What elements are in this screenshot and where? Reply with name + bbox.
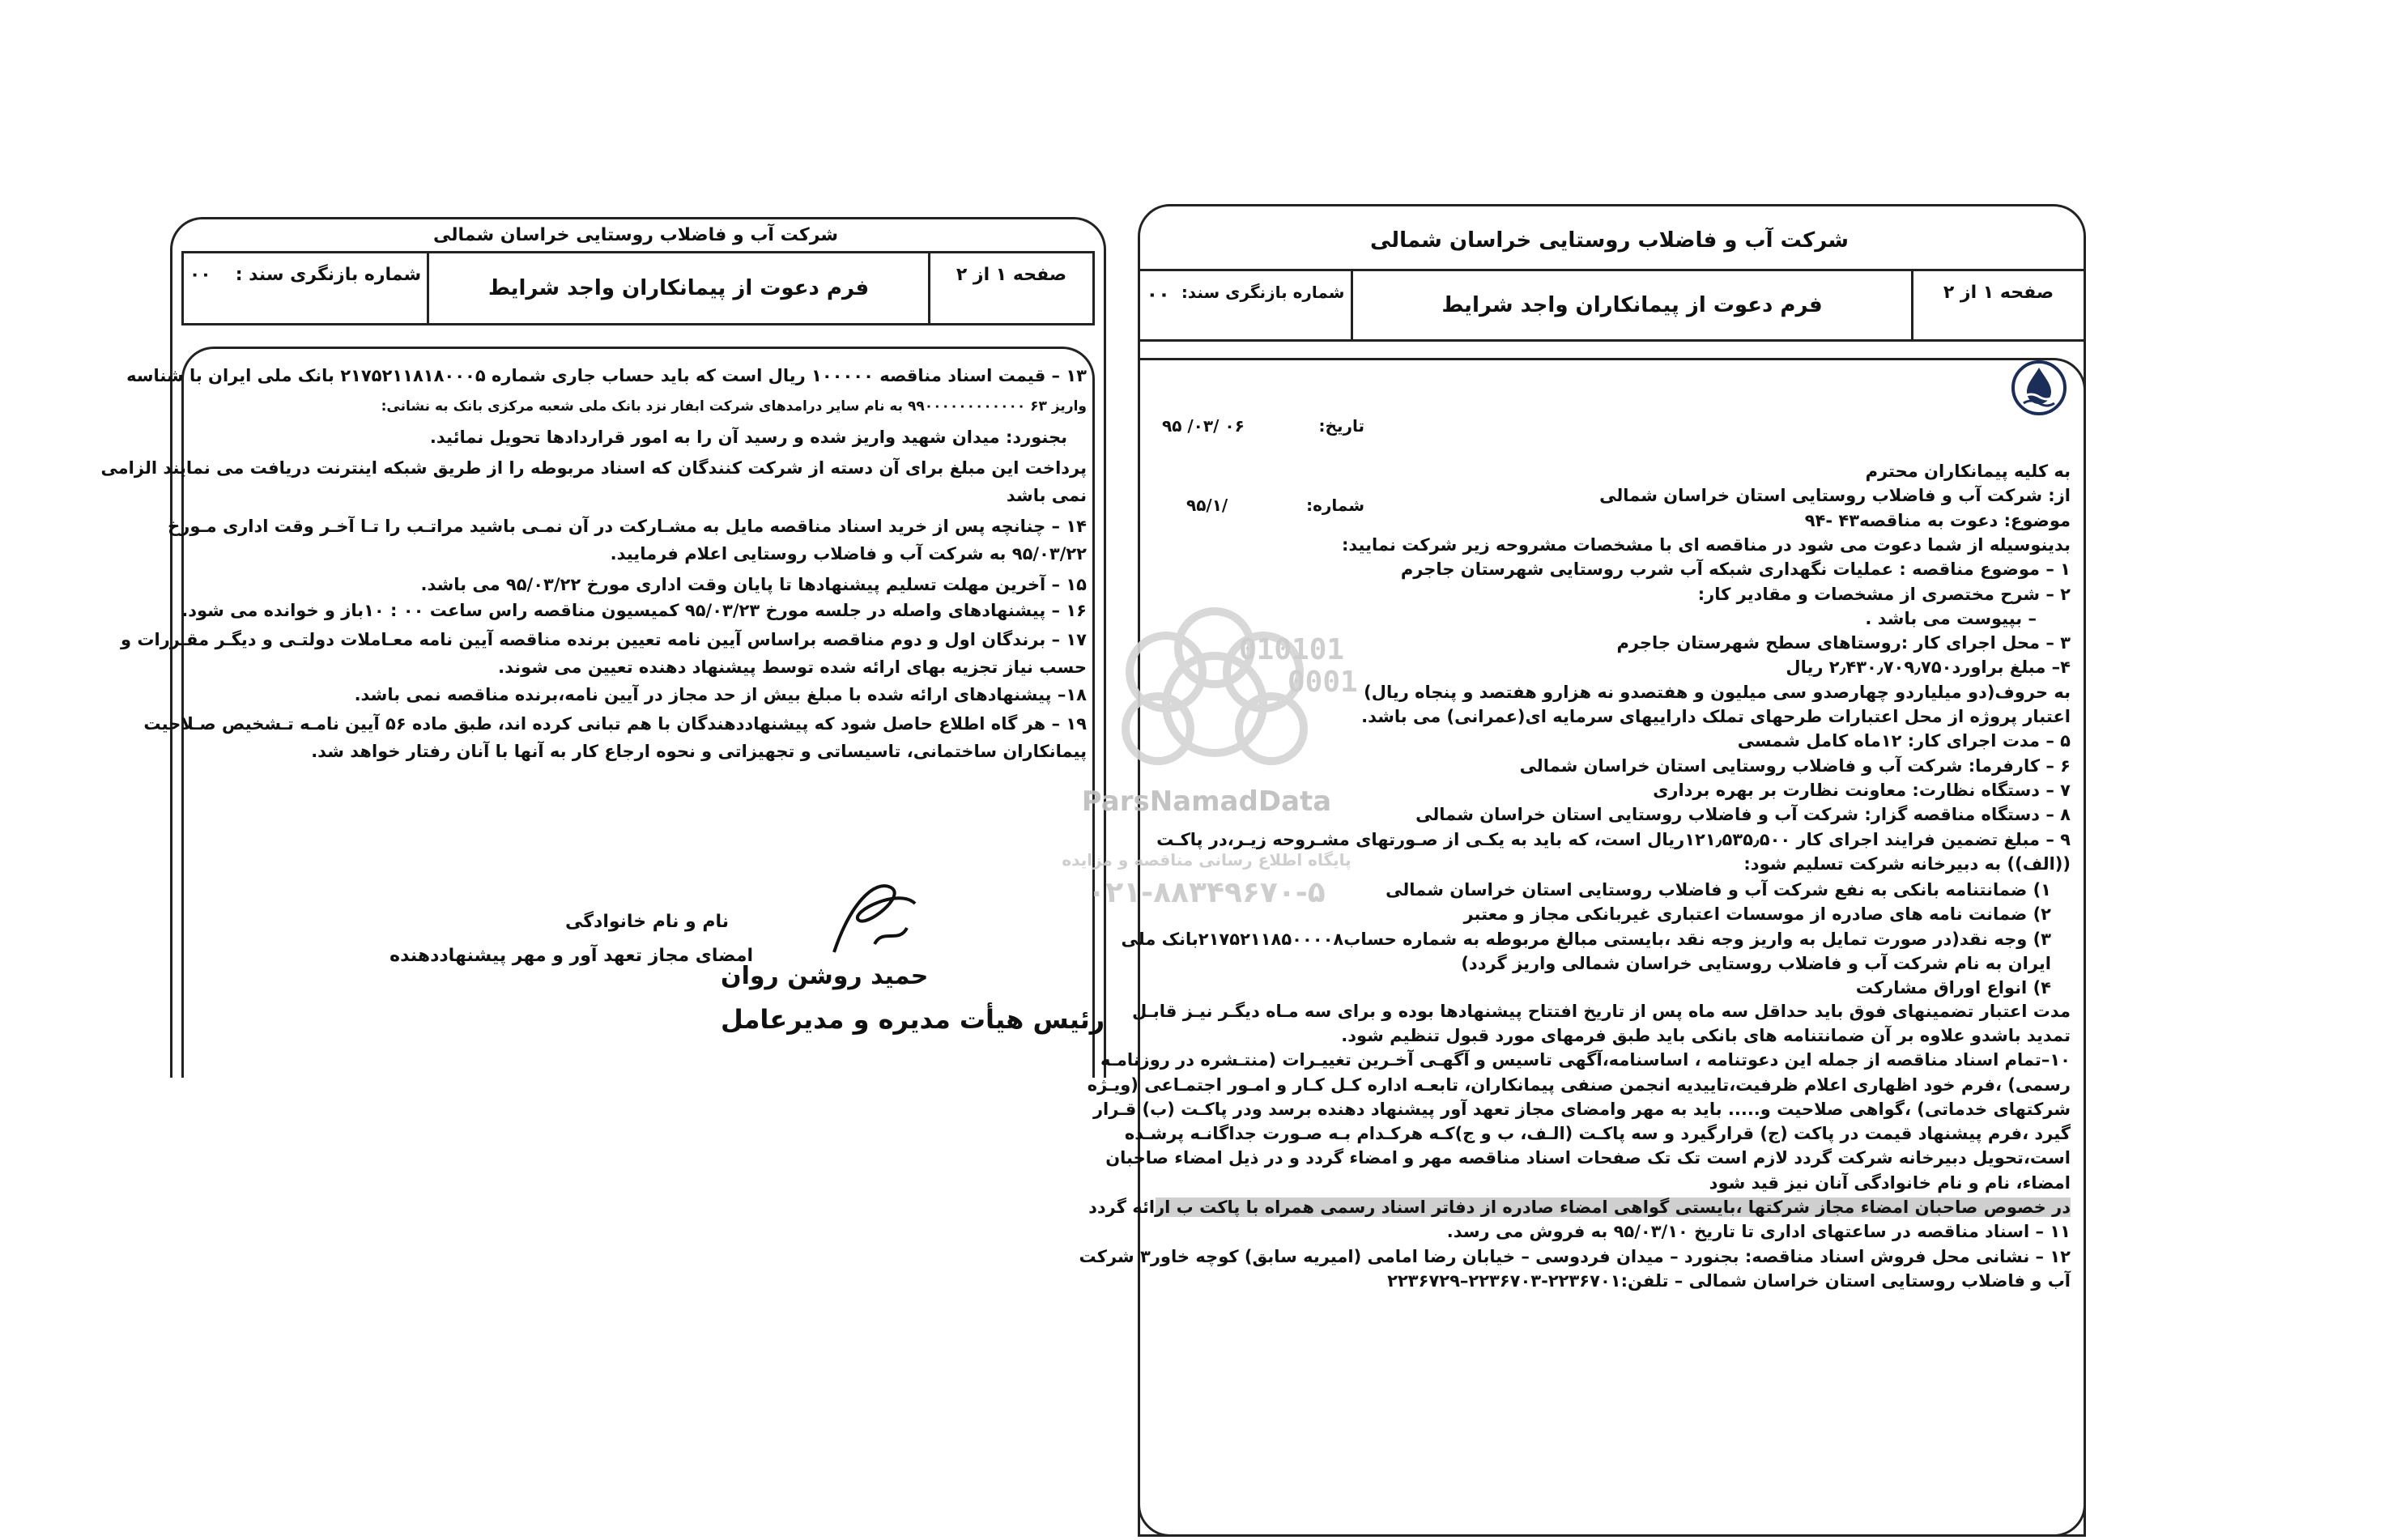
- right-text-line: موضوع: دعوت به مناقصه۴۳ -۹۴: [1804, 510, 2071, 530]
- right-text-line: به کلیه پیمانکاران محترم: [1865, 462, 2071, 481]
- watermark-brand: ParsNamadData: [1081, 785, 1332, 818]
- right-text-line: ۳) وجه نقد(در صورت تمایل به واریز وجه نقد ،بایستی مبالغ مربوطه به شماره حساب۲۱۷۵۲۱۱۸۵۰۰۰۰۸بانک ملی: [1121, 929, 2051, 949]
- left-form-title: فرم دعوت از پیمانکاران واجد شرایط: [487, 276, 870, 300]
- left-text-line: نمی باشد: [1006, 486, 1087, 505]
- right-text-line: ۴– مبلغ براورد۲٫۴۳۰٫۷۰۹٫۷۵۰ ریال: [1786, 657, 2071, 678]
- right-text-line: است،تحویل دبیرخانه شرکت گردد لازم است تک تک صفحات اسناد مناقصه مهر و امضاء گردد و در ذیل امضاء صاحبان: [1105, 1148, 2071, 1168]
- number-value: ۹۵/۱/: [1186, 496, 1228, 515]
- left-signature-subtitle: امضای مجاز تعهد آور و مهر پیشنهاددهنده: [389, 946, 753, 966]
- left-text-line: ۱۸– پیشنهادهای ارائه شده با مبلغ بیش از حد مجاز در آیین نامه،برنده مناقصه نمی باشد.: [354, 685, 1087, 704]
- right-text-line: گیرد ،فرم پیشنهاد قیمت در پاکت (ج) قرارگیرد و سه پاکـت (الـف، ب و ج)کـه هرکـدام بـه صـورت جداگانـه پرشـده: [1124, 1124, 2071, 1144]
- number-label: شماره:: [1306, 496, 1364, 515]
- right-text-line: ایران به نام شرکت آب و فاضلاب روستایی خراسان شمالی واریز گردد): [1461, 954, 2051, 973]
- right-text-line: – بپیوست می باشد .: [1865, 608, 2037, 628]
- right-company-name: شرکت آب و فاضلاب روستایی خراسان شمالی: [1370, 228, 1849, 253]
- left-page: [100, 217, 1109, 1035]
- right-text-line: ۴) انواع اوراق مشارکت: [1855, 978, 2051, 998]
- watermark: [1045, 591, 1385, 931]
- left-text-line: حسب نیاز تجزیه بهای ارائه شده توسط پیشنهاد دهنده تعیین می شوند.: [498, 657, 1087, 677]
- company-logo: [2011, 359, 2067, 416]
- date-label: تاریخ:: [1318, 416, 1364, 436]
- left-form-header: [181, 251, 1095, 325]
- left-text-line: ۱۴ – چنانچه پس از خرید اسناد مناقصه مایل به مشـارکت در آن نمـی باشید مراتـب را تـا آخـر وقت اداری مـورخ: [168, 517, 1087, 536]
- right-form-header: [1138, 269, 2086, 342]
- watermark-subtitle: پایگاه اطلاع رسانی مناقصه و مزایده: [1062, 850, 1351, 870]
- right-text-line: اعتبار پروژه از محل اعتبارات طرحهای تملک داراییهای سرمایه ای(عمرانی) می باشد.: [1361, 707, 2071, 726]
- right-text-line: ۲) ضمانت نامه های صادره از موسسات اعتباری غیربانکی مجاز و معتبر: [1463, 904, 2051, 925]
- left-text-line: ۱۳ – قیمت اسناد مناقصه ۱۰۰۰۰۰ ریال است که باید حساب جاری شماره ۲۱۷۵۲۱۱۸۱۸۰۰۰۵ بانک ملی ایران با شناسه: [126, 366, 1087, 385]
- signature-role: رئیس هیأت مدیره و مدیرعامل: [721, 1004, 1105, 1035]
- right-text-line: ۵ – مدت اجرای کار: ۱۲ماه کامل شمسی: [1737, 731, 2071, 751]
- watermark-binary-2: 0001: [1288, 666, 1358, 699]
- right-text-line: شرکتهای خدماتی) ،گواهی صلاحیت و..... باید به مهر وامضای مجاز تعهد آور پیشنهاد دهنده برسد ودر پاکـت (ب) قـرار: [1092, 1099, 2071, 1119]
- right-revision-value: ۰۰: [1146, 283, 1170, 305]
- right-text-line: مدت اعتبار تضمینهای فوق باید حداقل سه ماه پس از تاریخ افتتاح پیشنهادها بوده و برای سه مـاه دیگـر نیـز قابـل: [1131, 1001, 2071, 1021]
- left-text-line: پرداخت این مبلغ برای آن دسته از شرکت کنندگان که اسناد مربوطه را از طریق شبکه اینترنت دریافت می نمایند الزامی: [100, 458, 1087, 478]
- left-text-line: ۱۵ – آخرین مهلت تسلیم پیشنهادها تا پایان وقت اداری مورخ ۹۵/۰۳/۲۲ می باشد.: [420, 575, 1087, 594]
- right-text-line: در خصوص صاحبان امضاء مجاز شرکتها ،بایستی گواهی امضاء صادره از دفاتر اسناد رسمی همراه با پاکت ب ارائه گردد: [1088, 1198, 2071, 1217]
- left-revision-value: ۰۰: [189, 265, 211, 285]
- left-signature-title: نام و نام خانوادگی: [565, 912, 729, 932]
- right-text-line: ۱۱ – اسناد مناقصه در ساعتهای اداری تا تاریخ ۹۵/۰۳/۱۰ به فروش می رسد.: [1446, 1222, 2071, 1242]
- right-text-line: ((الف)) به دبیرخانه شرکت تسلیم شود:: [1743, 853, 2071, 874]
- left-text-line: پیمانکاران ساختمانی، تاسیساتی و تجهیزاتی و نحوه ارجاع کار به آنها با آنان رفتار خواهد شد.: [311, 742, 1087, 761]
- right-text-line: ۹ – مبلغ تضمین فرایند اجرای کار ۱۲۱٫۵۳۵٫۵۰۰ریال است، که باید به یکـی از صـورتهای مشـروحه زیـر،در پاکـت: [1156, 829, 2071, 849]
- right-text-line: ۶ – کارفرما: شرکت آب و فاضلاب روستایی استان خراسان شمالی: [1519, 755, 2071, 776]
- right-form-title: فرم دعوت از پیمانکاران واجد شرایط: [1441, 293, 1823, 317]
- right-text-line: ۷ – دستگاه نظارت: معاونت نظارت بر بهره برداری: [1653, 780, 2071, 800]
- left-body-frame: [100, 347, 1095, 1078]
- right-page-number: صفحه ۱ از ۲: [1911, 271, 2084, 339]
- left-revision: [184, 253, 429, 323]
- right-text-line: به حروف(دو میلیاردو چهارصدو سی میلیون و هفتصدو نه هزارو هفتصد و پنجاه ریال): [1364, 682, 2071, 702]
- right-text-line: ۳ – محل اجرای کار :روستاهای سطح شهرستان جاجرم: [1616, 633, 2071, 653]
- left-page-number: صفحه ۱ از ۲: [928, 253, 1092, 323]
- right-text-line: ۱ – موضوع مناقصه : عملیات نگهداری شبکه آب شرب روستایی شهرستان جاجرم: [1400, 559, 2071, 580]
- left-revision-label: شماره بازنگری سند :: [235, 265, 422, 285]
- right-text-line: آب و فاضلاب روستایی استان خراسان شمالی – تلفن:۲۲۳۶۷۰۱-۲۲۳۶۷۰۳–۲۲۳۶۷۲۹: [1387, 1270, 2071, 1291]
- left-text-line: ۱۹ – هر گاه اطلاع حاصل شود که پیشنهاددهندگان با هم تبانی کرده اند، طبق ماده ۵۶ آیین نامـه تـشخیص صـلاحیت: [143, 714, 1087, 734]
- left-company-name: شرکت آب و فاضلاب روستایی خراسان شمالی: [432, 225, 839, 245]
- watermark-phone: ۰۲۱-۸۸۳۴۹۶۷۰-۵: [1088, 876, 1326, 909]
- right-text-line: امضاء، نام و نام خانوادگی آنان نیز قید شود: [1709, 1172, 2071, 1193]
- left-text-line: واریز ۶۳ ۹۹۰۰۰۰۰۰۰۰۰۰۰۰ به نام سایر درامدهای شرکت ابفار نزد بانک ملی شعبه مرکزی بانک به نشانی:: [381, 398, 1087, 415]
- right-revision: [1140, 271, 1353, 339]
- signature-scribble: [818, 871, 931, 968]
- right-text-line: ۲ – شرح مختصری از مشخصات و مقادیر کار:: [1697, 584, 2071, 604]
- left-text-line: ۹۵/۰۳/۲۲ به شرکت آب و فاضلاب روستایی اعلام فرمایید.: [610, 544, 1087, 564]
- left-text-line: ۱۶ – پیشنهادهای واصله در جلسه مورخ ۹۵/۰۳/۲۳ کمیسیون مناقصه راس ساعت ۰۰ : ۱۰باز و خوانده می شود.: [181, 601, 1087, 620]
- right-revision-label: شماره بازنگری سند:: [1181, 283, 1345, 302]
- right-text-line: رسمی) ،فرم خود اظهاری اعلام ظرفیت،تاییدیه انجمن صنفی پیمانکاران، تابعـه اداره کـل کـار و امـور اجتمـاعی (ویـژه: [1087, 1074, 2071, 1095]
- right-text-line: بدینوسیله از شما دعوت می شود در مناقصه ای با مشخصات مشروحه زیر شرکت نمایید:: [1342, 534, 2071, 555]
- right-text-line: از: شرکت آب و فاضلاب روستایی استان خراسان شمالی: [1599, 486, 2071, 506]
- right-text-line: ۸ – دستگاه مناقصه گزار: شرکت آب و فاضلاب روستایی استان خراسان شمالی: [1415, 805, 2071, 825]
- date-value: ۹۵ /۰۳/ ۰۶: [1162, 416, 1245, 436]
- left-text-line: ۱۷ – برندگان اول و دوم مناقصه براساس آیین نامه تعیین برنده مناقصه آیین نامه معـاملات دولتـی و دیگـر مقـررات و: [121, 630, 1087, 649]
- right-text-line: تمدید باشدو علاوه بر آن ضمانتنامه های بانکی باید طبق فرمهای مورد قبول تنظیم شود.: [1341, 1025, 2071, 1045]
- left-text-line: بجنورد: میدان شهید واریز شده و رسید آن را به امور قراردادها تحویل نمائید.: [429, 428, 1067, 447]
- watermark-binary-1: 010101: [1239, 633, 1345, 666]
- right-text-line: ۱۰–تمام اسناد مناقصه از جمله این دعوتنامه ، اساسنامه،آگهی تاسیس و آگهـی آخـرین تغییـرات (منتـشره در روزنامـه: [1100, 1050, 2071, 1070]
- right-text-line: ۱۲ – نشانی محل فروش اسناد مناقصه: بجنورد – میدان فردوسی – خیابان رضا امامی (امیریه سابق) کوچه خاور۳ شرکت: [1079, 1246, 2071, 1266]
- signature-name: حمید روشن روان: [721, 962, 929, 990]
- right-text-line: ۱) ضمانتنامه بانکی به نفع شرکت آب و فاضلاب روستایی استان خراسان شمالی: [1386, 880, 2051, 900]
